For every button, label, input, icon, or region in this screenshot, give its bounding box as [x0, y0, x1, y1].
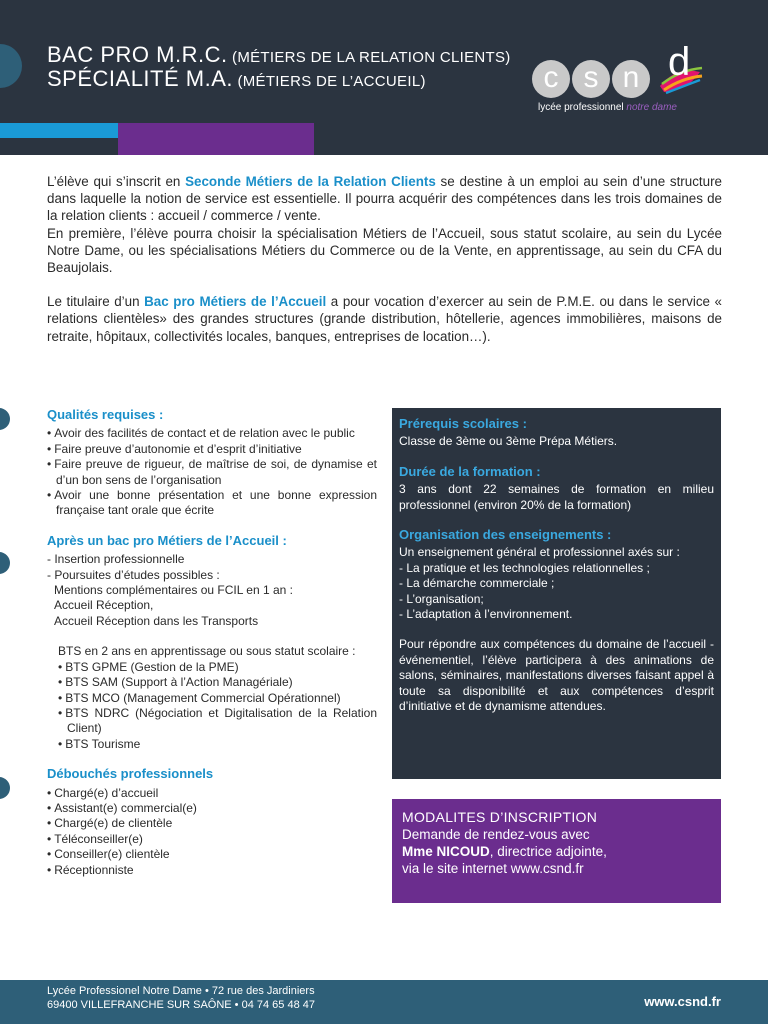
title-line-2 [47, 66, 426, 92]
logo-letter: n [612, 60, 650, 98]
page-header [0, 0, 768, 155]
list-item: • Assistant(e) commercial(e) [47, 801, 377, 816]
list-item: • Chargé(e) de clientèle [47, 816, 377, 831]
list-item: • Faire preuve de rigueur, de maîtrise de soi, de dynamise et d’un bon sens de l’organisation [47, 457, 377, 488]
orga-intro: Un enseignement général et professionnel axés sur : [399, 545, 680, 560]
title-line-1 [47, 42, 511, 68]
logo-caption [538, 102, 677, 113]
logo-caption-text: lycée professionnel [538, 102, 624, 113]
title-main: BAC PRO M.R.C. [47, 42, 228, 67]
decorative-circle [0, 44, 22, 88]
logo-letter: d [668, 40, 691, 84]
logo-letter: c [532, 60, 570, 98]
duree-text: 3 ans dont 22 semaines de formation en milieu professionnel (environ 20% de la formation) [399, 482, 714, 512]
orga-title: Organisation des enseignements : [399, 527, 612, 543]
list-item: • Conseiller(e) clientèle [47, 847, 377, 862]
orga-item: - La démarche commerciale ; [399, 576, 555, 591]
accent-bar-blue [0, 123, 118, 138]
orga-item: - La pratique et les technologies relationnelles ; [399, 560, 650, 575]
orga-item: - L’organisation; [399, 591, 484, 606]
modalites-line[interactable]: via le site internet www.csnd.fr [402, 861, 584, 876]
modalites-title: MODALITES D’INSCRIPTION [402, 809, 598, 825]
left-column [47, 407, 377, 878]
title-sub: (MÉTIERS DE L’ACCUEIL) [237, 73, 426, 90]
section-title-qualites: Qualités requises : [47, 407, 164, 422]
text: L’élève qui s’inscrit en [47, 174, 186, 189]
highlight: Bac pro Métiers de l’Accueil [144, 294, 327, 310]
list-item: • BTS MCO (Management Commercial Opérationnel) [58, 691, 377, 706]
section-title-debouches: Débouchés professionnels [47, 766, 214, 782]
list-item: • Téléconseiller(e) [47, 832, 377, 847]
prereq-text: Classe de 3ème ou 3ème Prépa Métiers. [399, 434, 618, 449]
list-item: • Avoir des facilités de contact et de relation avec le public [47, 426, 377, 441]
text: Le titulaire d’un [47, 294, 145, 310]
text: se destine à un emploi au sein d’une structure dans laquelle la notion de service est essentielle. Il pourra acquérir des compétences dans les trois domaines de la relation clients : accueil / commerce / vente. [47, 174, 722, 224]
list-item: • Avoir une bonne présentation et une bonne expression française tant orale que écrite [47, 488, 377, 519]
csnd-logo [530, 40, 720, 118]
page-footer [0, 980, 768, 1024]
section-dot [0, 552, 10, 574]
prereq-title: Prérequis scolaires : [399, 416, 527, 431]
orga-text: Pour répondre aux compétences du domaine de l’accueil - événementiel, l’élève participera à des animations de salons, séminaires, manifestations diverses faisant appel à toute sa disponibilité et aux compétences d’esprit d’initiative et de dynamisme attendues. [399, 637, 714, 714]
logo-letter: s [572, 60, 610, 98]
modalites-box [392, 799, 721, 903]
contact-role: , directrice adjointe, [489, 844, 607, 859]
footer-address-line: 69400 VILLEFRANCHE SUR SAÔNE • 04 74 65 48 47 [47, 999, 315, 1011]
logo-caption-highlight: notre dame [626, 102, 677, 113]
info-box [392, 408, 721, 779]
intro-text [47, 173, 722, 362]
footer-address [47, 984, 315, 1012]
contact-name: Mme NICOUD [402, 844, 490, 859]
list-item: • BTS NDRC (Négociation et Digitalisation de la Relation Client) [58, 706, 377, 737]
list-item: • Faire preuve d’autonomie et d’esprit d’initiative [47, 442, 377, 457]
footer-address-line: Lycée Professionel Notre Dame • 72 rue des Jardiniers [47, 985, 315, 997]
title-main: SPÉCIALITÉ M.A. [47, 66, 233, 91]
title-sub: (MÉTIERS DE LA RELATION CLIENTS) [232, 49, 511, 66]
orga-item: - L’adaptation à l’environnement. [399, 607, 573, 622]
footer-website-link[interactable]: www.csnd.fr [644, 994, 721, 1009]
list-item: • Chargé(e) d’accueil [47, 786, 377, 801]
bts-intro: BTS en 2 ans en apprentissage ou sous statut scolaire : [58, 644, 356, 659]
section-title-apres: Après un bac pro Métiers de l’Accueil : [47, 532, 287, 548]
intro-paragraph-1 [47, 173, 722, 276]
duree-title: Durée de la formation : [399, 463, 541, 479]
qualites-list [47, 426, 377, 518]
list-item: • Réceptionniste [47, 863, 377, 878]
list-item: • BTS SAM (Support à l’Action Managériale) [58, 675, 377, 690]
bts-list [47, 660, 377, 752]
apres-line: - Poursuites d’études possibles : [47, 567, 220, 582]
list-item: • BTS Tourisme [58, 737, 377, 752]
apres-line: Accueil Réception dans les Transports [54, 613, 259, 628]
logo-d-mark [656, 40, 706, 98]
apres-line: Accueil Réception, [54, 598, 154, 613]
debouches-list [47, 786, 377, 878]
section-dot [0, 408, 10, 430]
apres-line: Mentions complémentaires ou FCIL en 1 an : [54, 583, 294, 598]
apres-line: - Insertion professionnelle [47, 552, 185, 567]
modalites-line: Demande de rendez-vous avec [402, 827, 590, 842]
highlight: Seconde Métiers de la Relation Clients [185, 174, 436, 189]
accent-bar-purple [118, 123, 314, 155]
text: En première, l’élève pourra choisir la spécialisation Métiers de l’Accueil, sous statut scolaire, au sein du Lycée Notre Dame, ou les spécialisations Métiers du Commerce ou de la Vente, en apprentissage, au sein du CFA du Beaujolais. [47, 225, 722, 276]
list-item: • BTS GPME (Gestion de la PME) [58, 660, 377, 675]
intro-paragraph-2 [47, 293, 722, 345]
text: a pour vocation d’exercer au sein de P.M.E. ou dans le service « relations clientèles» des grandes structures (grande distribution, hôtellerie, agences immobilières, maisons de retraite, hôpitaux, collectivités locales, banques, entreprises de location…). [47, 294, 722, 344]
modalites-line [402, 843, 711, 860]
section-dot [0, 777, 10, 799]
